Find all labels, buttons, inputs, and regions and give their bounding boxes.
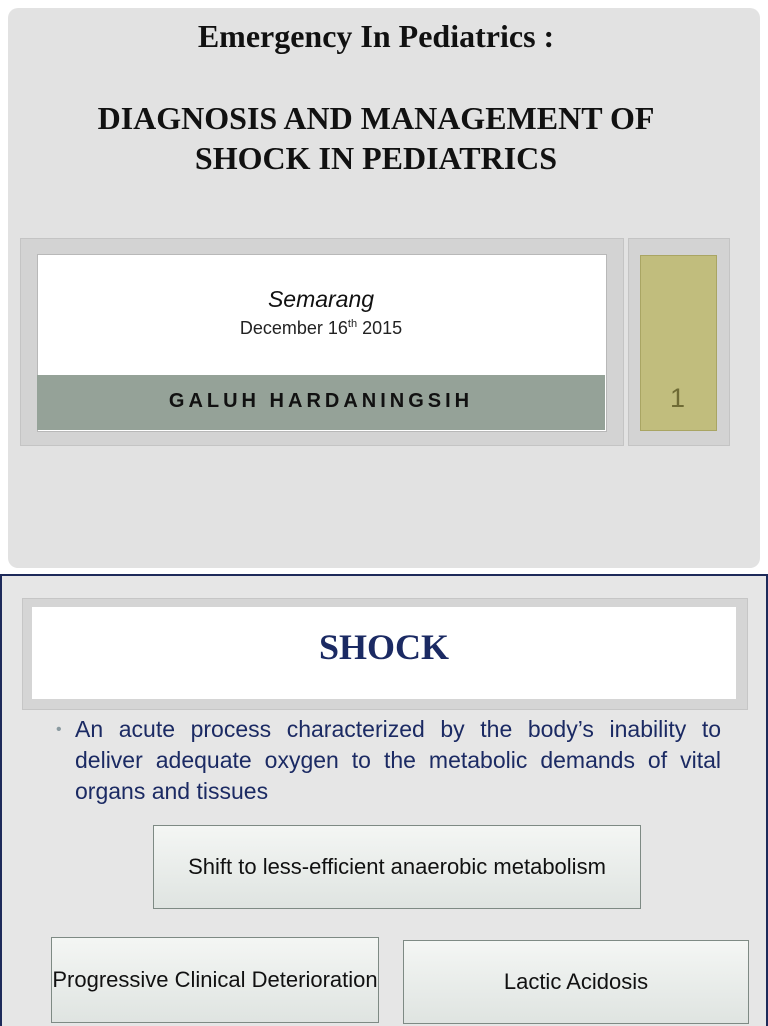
subtitle-line-1: DIAGNOSIS AND MANAGEMENT OF [97,100,655,136]
slide-number: 1 [669,383,686,413]
definition-bullet: An acute process characterized by the body’s inability to deliver adequate oxygen to the metabolic demands of vital organs and tissues [75,716,721,804]
date-suffix-sup: th [347,318,358,330]
date-prefix: December 16 [239,318,348,338]
presentation-subtitle [0,98,752,178]
flow-box-deterioration [51,937,379,1023]
flow-box-lactic-acidosis [403,940,749,1024]
date-text [37,318,605,339]
flow-box-label: Shift to less-efficient anaerobic metabolism [188,854,606,879]
author-name: GALUH HARDANINGSIH [168,390,474,412]
flow-box-label: Lactic Acidosis [503,969,649,994]
flow-box-label: Progressive Clinical Deterioration [52,967,378,992]
bullet-icon: • [56,721,62,738]
slide-title: SHOCK [318,627,450,667]
location-text: Semarang [267,286,375,312]
subtitle-line-2: SHOCK IN PEDIATRICS [194,140,558,176]
flow-box-anaerobic [153,825,641,909]
date-year: 2015 [357,318,403,338]
presentation-title: Emergency In Pediatrics : [197,18,555,54]
